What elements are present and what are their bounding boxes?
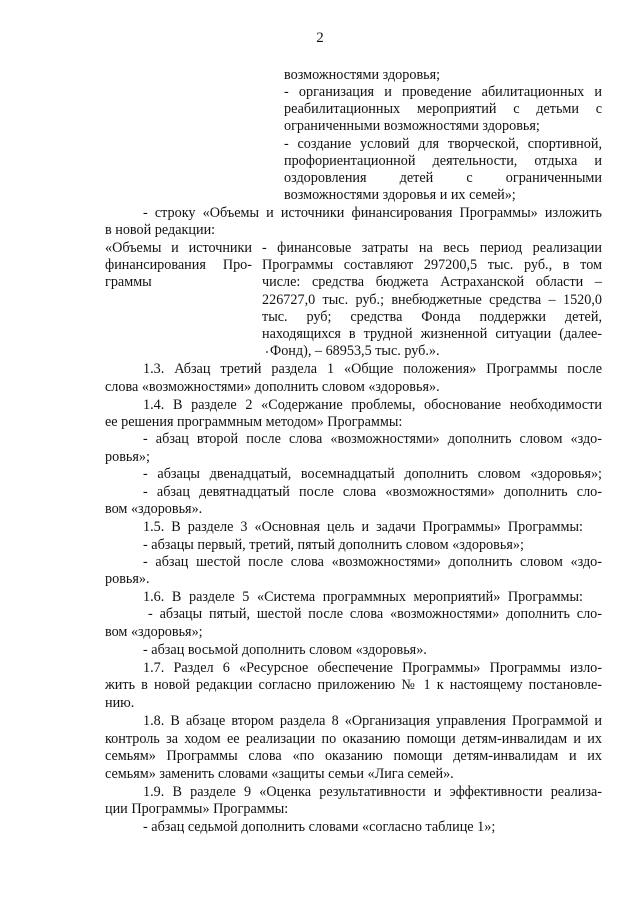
paragraph-line: - строку «Объемы и источники финансирования Программы» изложить <box>143 205 602 221</box>
text-line: реабилитационных мероприятий с детьми с <box>284 101 602 117</box>
paragraph-line: в новой редакции: <box>105 222 216 238</box>
paragraph-line: 1.3. Абзац третий раздела 1 «Общие положения» Программы после <box>143 361 602 377</box>
table-right-line: тыс. руб; средства Фонда поддержки детей, <box>262 309 602 325</box>
paragraph-line: вом «здоровья»; <box>105 624 203 640</box>
paragraph-line: вом «здоровья». <box>105 501 203 517</box>
paragraph-line: 1.4. В разделе 2 «Содержание проблемы, обоснование необходимости <box>143 397 602 413</box>
table-left-line: «Объемы и источники <box>105 240 252 256</box>
paragraph-line: - абзац седьмой дополнить словами «согласно таблице 1»; <box>143 819 496 835</box>
text-line: возможностями здоровья и их семей»; <box>284 187 516 203</box>
paragraph-line: ровья». <box>105 571 150 587</box>
paragraph-line: семьям» заменить словами «защиты семьи «Лига семей». <box>105 766 454 782</box>
paragraph-line: нию. <box>105 695 135 711</box>
table-right-line: Программы составляют 297200,5 тыс. руб., в том <box>262 257 602 273</box>
paragraph-line: 1.6. В разделе 5 «Система программных мероприятий» Программы: <box>143 589 583 605</box>
paragraph-line: ции Программы» Программы: <box>105 801 289 817</box>
paragraph-line: 1.8. В абзаце втором раздела 8 «Организация управления Программой и <box>143 713 602 729</box>
paragraph-line: семьям» Программы слова «по оказанию помощи детям-инвалидам и их <box>105 748 602 764</box>
paragraph-line: 1.7. Раздел 6 «Ресурсное обеспечение Программы» Программы изло- <box>143 660 602 676</box>
text-line: возможностями здоровья; <box>284 67 441 83</box>
table-left-line: граммы <box>105 274 152 290</box>
paragraph-line: ее решения программным методом» Программы: <box>105 414 403 430</box>
scan-speck <box>266 351 268 353</box>
paragraph-line: 1.5. В разделе 3 «Основная цель и задачи Программы» Программы: <box>143 519 583 535</box>
paragraph-line: - абзацы первый, третий, пятый дополнить словом «здоровья»; <box>143 537 524 553</box>
text-line: - создание условий для творческой, спортивной, <box>284 136 602 152</box>
table-right-line: Фонд), – 68953,5 тыс. руб.». <box>270 343 440 359</box>
paragraph-line: - абзацы двенадцатый, восемнадцатый дополнить словом «здоровья»; <box>143 466 602 482</box>
page-number: 2 <box>316 30 324 46</box>
paragraph-line: 1.9. В разделе 9 «Оценка результативности и эффективности реализа- <box>143 784 602 800</box>
table-right-line: - финансовые затраты на весь период реализации <box>262 240 602 256</box>
paragraph-line: - абзац девятнадцатый после слова «возможностями» дополнить сло- <box>143 484 602 500</box>
paragraph-line: жить в новой редакции согласно приложению № 1 к настоящему постановле- <box>105 677 602 693</box>
paragraph-line: слова «возможностями» дополнить словом «здоровья». <box>105 379 440 395</box>
paragraph-line: ровья»; <box>105 449 150 465</box>
paragraph-line: контроль за ходом ее реализации по оказанию помощи детям-инвалидам и их <box>105 731 602 747</box>
text-line: ограниченными возможностями здоровья; <box>284 118 540 134</box>
table-left-line: финансирования Про- <box>105 257 252 273</box>
text-line: - организация и проведение абилитационных и <box>284 84 602 100</box>
paragraph-line: - абзац шестой после слова «возможностями» дополнить словом «здо- <box>143 554 602 570</box>
text-line: оздоровления детей с ограниченными <box>284 170 602 186</box>
table-right-line: 226727,0 тыс. руб.; внебюджетные средства – 1520,0 <box>262 292 602 308</box>
text-line: профориентационной деятельности, отдыха и <box>284 153 602 169</box>
table-right-line: находящихся в трудной жизненной ситуации (далее- <box>262 326 602 342</box>
table-right-line: числе: средства бюджета Астраханской области – <box>262 274 602 290</box>
paragraph-line: - абзац восьмой дополнить словом «здоровья». <box>143 642 427 658</box>
paragraph-line: - абзацы пятый, шестой после слова «возможностями» дополнить сло- <box>148 606 602 622</box>
paragraph-line: - абзац второй после слова «возможностями» дополнить словом «здо- <box>143 431 602 447</box>
